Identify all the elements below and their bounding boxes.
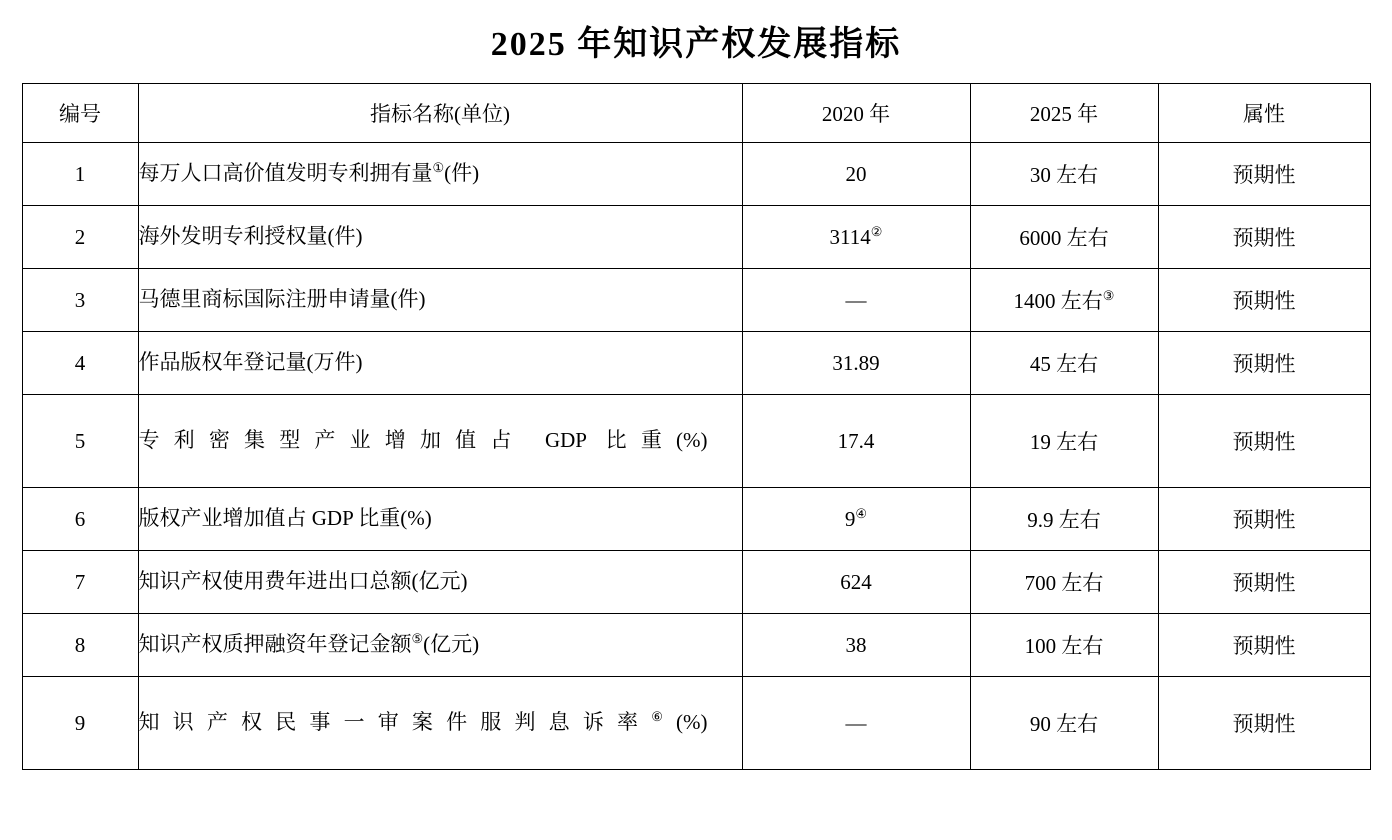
indicator-unit: (%) [676,710,708,735]
cell-name [138,332,742,395]
cell-2025 [970,269,1158,332]
cell-attribute: 预期性 [1158,395,1370,488]
table-header [22,84,1370,143]
cell-name [138,488,742,551]
cell-2025 [970,614,1158,677]
value-2025: 1400 左右 [1013,289,1103,313]
footnote-marker: ④ [855,505,868,521]
table-header-row [22,84,1370,143]
footnote-marker: ① [432,160,445,176]
table-row [22,269,1370,332]
value-2020: 20 [845,161,867,186]
cell-attribute: 预期性 [1158,206,1370,269]
table-body [22,143,1370,770]
value-2020: 624 [840,569,872,594]
cell-2020 [742,332,970,395]
cell-attribute: 预期性 [1158,614,1370,677]
cell-2025 [970,332,1158,395]
table-row [22,143,1370,206]
column-header-name: 指标名称(单位) [138,84,742,143]
cell-attribute: 预期性 [1158,488,1370,551]
indicator-name: 马德里商标国际注册申请量(件) [138,287,426,312]
cell-name [138,269,742,332]
cell-2020 [742,551,970,614]
value-2025: 45 左右 [1029,352,1099,376]
indicator-name-text: 知识产权民事一审案件服判息诉率 [138,710,652,735]
value-2025: 90 左右 [1029,712,1099,736]
cell-no: 1 [22,143,138,206]
value-2025: 100 左右 [1024,634,1104,658]
column-header-2025: 2025 年 [970,84,1158,143]
value-2020: — [845,710,867,735]
page-title: 2025 年知识产权发展指标 [490,26,902,63]
indicator-name: 专利密集型产业增加值占 GDP 比重(%) [138,428,708,453]
cell-2020 [742,488,970,551]
cell-no: 4 [22,332,138,395]
indicator-name: 每万人口高价值发明专利拥有量 [138,161,433,186]
table-row [22,332,1370,395]
cell-no: 8 [22,614,138,677]
value-2025: 6000 左右 [1019,226,1109,250]
column-header-attribute: 属性 [1158,84,1370,143]
cell-2020 [742,677,970,770]
cell-name [138,143,742,206]
cell-attribute: 预期性 [1158,332,1370,395]
table-row [22,551,1370,614]
value-2020: — [845,287,867,312]
cell-attribute: 预期性 [1158,143,1370,206]
cell-2025 [970,488,1158,551]
cell-name [138,614,742,677]
cell-2025 [970,395,1158,488]
value-2025: 30 左右 [1029,163,1099,187]
indicator-name [139,707,708,739]
indicator-table [22,83,1371,770]
cell-no: 3 [22,269,138,332]
value-2025: 9.9 左右 [1027,508,1101,532]
table-row [22,677,1370,770]
indicator-name: 知识产权质押融资年登记金额 [138,632,412,657]
cell-no: 9 [22,677,138,770]
indicator-name: 海外发明专利授权量(件) [138,224,363,249]
cell-name [138,551,742,614]
cell-2020 [742,206,970,269]
footnote-marker: ⑥ [651,709,677,725]
cell-2020 [742,614,970,677]
table-row [22,488,1370,551]
value-2025: 19 左右 [1029,430,1099,454]
cell-2025 [970,143,1158,206]
indicator-name: 知识产权使用费年进出口总额(亿元) [138,569,468,594]
value-2020: 31.89 [832,350,880,375]
cell-2020 [742,143,970,206]
value-2020: 38 [845,632,867,657]
column-header-no: 编号 [22,84,138,143]
cell-no: 2 [22,206,138,269]
indicator-name: 作品版权年登记量(万件) [138,350,363,375]
footnote-marker: ③ [1102,288,1115,303]
cell-attribute: 预期性 [1158,677,1370,770]
cell-name [138,206,742,269]
cell-2020 [742,395,970,488]
column-header-2020: 2020 年 [742,84,970,143]
cell-attribute: 预期性 [1158,551,1370,614]
indicator-name: 版权产业增加值占 GDP 比重(%) [138,506,432,531]
table-row [22,395,1370,488]
value-2025: 700 左右 [1024,571,1104,595]
indicator-unit: (件) [444,161,480,186]
footnote-marker: ② [870,223,883,239]
indicator-unit: (亿元) [423,632,480,657]
cell-2020 [742,269,970,332]
footnote-marker: ⑤ [411,631,424,647]
cell-no: 5 [22,395,138,488]
cell-name [138,395,742,488]
cell-name [138,677,742,770]
cell-no: 6 [22,488,138,551]
value-2020: 9 [844,506,856,531]
table-row [22,614,1370,677]
value-2020: 3114 [829,224,871,249]
table-row [22,206,1370,269]
value-2020: 17.4 [837,428,875,453]
cell-2025 [970,551,1158,614]
cell-attribute: 预期性 [1158,269,1370,332]
cell-2025 [970,677,1158,770]
cell-2025 [970,206,1158,269]
cell-no: 7 [22,551,138,614]
